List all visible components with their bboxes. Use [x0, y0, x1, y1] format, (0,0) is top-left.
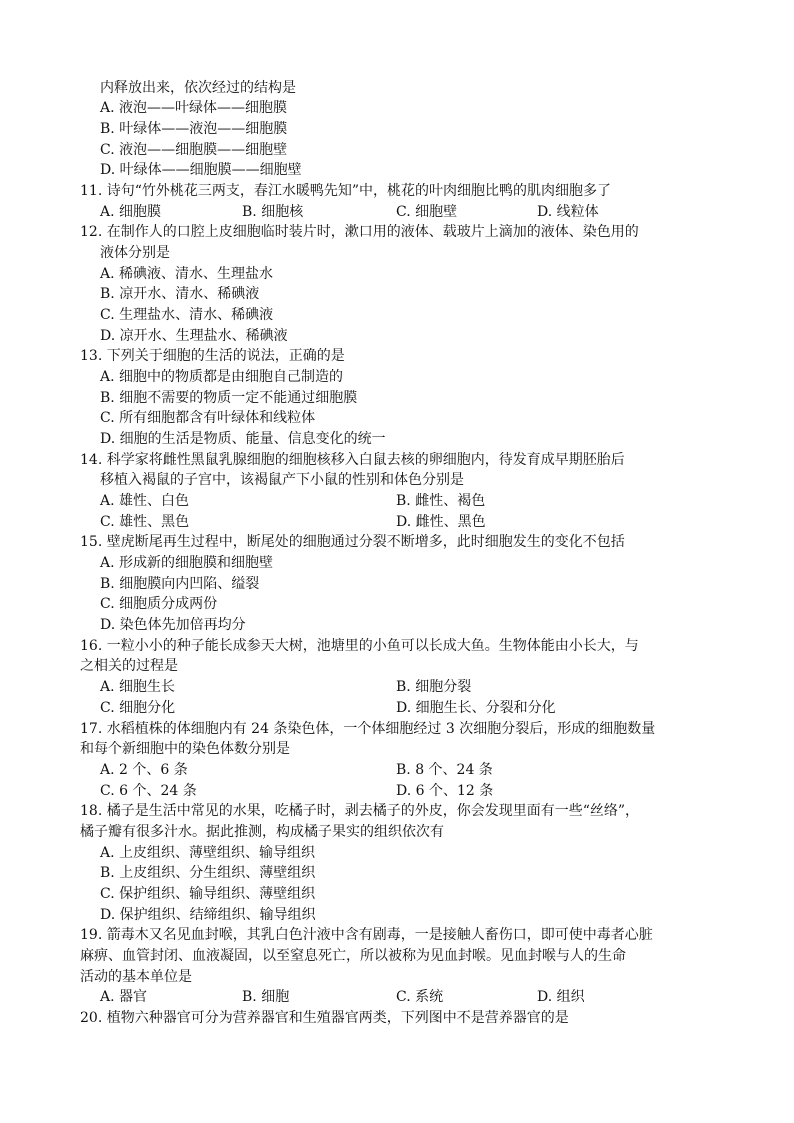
q15-option-b: B. 细胞膜向内凹陷、缢裂: [100, 576, 260, 592]
q19-option-b: B. 细胞: [242, 989, 290, 1005]
q16-option-d: D. 细胞生长、分裂和分化: [396, 700, 556, 716]
q11-stem: 11. 诗句“竹外桃花三两支，春江水暖鸭先知”中，桃花的叶肉细胞比鸭的肌肉细胞多了: [80, 183, 612, 199]
q18-stem-line2: 橘子瓣有很多汁水。据此推测，构成橘子果实的组织依次有: [80, 824, 444, 840]
q14-option-c: C. 雄性、黑色: [100, 514, 190, 530]
q17-option-b: B. 8 个、24 条: [396, 762, 493, 778]
q19-stem-line3: 活动的基本单位是: [80, 969, 192, 985]
q12-option-d: D. 凉开水、生理盐水、稀碘液: [100, 328, 288, 344]
q18-option-a: A. 上皮组织、薄壁组织、输导组织: [100, 845, 316, 861]
q11-option-b: B. 细胞核: [242, 204, 304, 220]
q13-option-a: A. 细胞中的物质都是由细胞自己制造的: [100, 369, 344, 385]
q12-option-a: A. 稀碘液、清水、生理盐水: [100, 266, 274, 282]
q17-option-a: A. 2 个、6 条: [100, 762, 188, 778]
q17-stem-line2: 和每个新细胞中的染色体数分别是: [80, 741, 290, 757]
q11-option-c: C. 细胞壁: [396, 204, 458, 220]
q14-option-d: D. 雌性、黑色: [396, 514, 486, 530]
q13-option-d: D. 细胞的生活是物质、能量、信息变化的统一: [100, 431, 386, 447]
q16-option-b: B. 细胞分裂: [396, 679, 472, 695]
q14-option-a: A. 雄性、白色: [100, 493, 190, 509]
q18-stem-line1: 18. 橘子是生活中常见的水果，吃橘子时，剥去橘子的外皮，你会发现里面有一些“丝络”，: [80, 803, 640, 819]
q13-stem: 13. 下列关于细胞的生活的说法，正确的是: [80, 348, 345, 364]
q11-option-d: D. 线粒体: [537, 204, 599, 220]
q12-stem-line2: 液体分别是: [100, 245, 170, 261]
q15-option-a: A. 形成新的细胞膜和细胞壁: [100, 555, 274, 571]
q15-option-d: D. 染色体先加倍再均分: [100, 617, 246, 633]
q19-option-d: D. 组织: [537, 989, 585, 1005]
q12-stem-line1: 12. 在制作人的口腔上皮细胞临时装片时，漱口用的液体、载玻片上滴加的液体、染色用的: [80, 224, 639, 240]
q13-option-b: B. 细胞不需要的物质一定不能通过细胞膜: [100, 390, 358, 406]
q14-stem-line1: 14. 科学家将雌性黑鼠乳腺细胞的细胞核移入白鼠去核的卵细胞内，待发育成早期胚胎后: [80, 452, 625, 468]
q16-option-a: A. 细胞生长: [100, 679, 176, 695]
q16-stem-line1: 16. 一粒小小的种子能长成参天大树，池塘里的小鱼可以长成大鱼。生物体能由小长大，与: [80, 638, 639, 654]
q19-stem-line1: 19. 箭毒木又名见血封喉，其乳白色汁液中含有剧毒，一是接触人畜伤口，即可使中毒者心脏: [80, 927, 653, 943]
q17-option-d: D. 6 个、12 条: [396, 783, 494, 799]
q19-stem-line2: 麻痹、血管封闭、血液凝固，以至窒息死亡，所以被称为见血封喉。见血封喉与人的生命: [80, 948, 626, 964]
q13-option-c: C. 所有细胞都含有叶绿体和线粒体: [100, 410, 316, 426]
q16-option-c: C. 细胞分化: [100, 700, 176, 716]
q10-option-d: D. 叶绿体——细胞膜——细胞壁: [100, 162, 302, 178]
q17-option-c: C. 6 个、24 条: [100, 783, 197, 799]
q16-stem-line2: 之相关的过程是: [80, 658, 178, 674]
q10-option-c: C. 液泡——细胞膜——细胞壁: [100, 142, 288, 158]
q15-stem: 15. 壁虎断尾再生过程中，断尾处的细胞通过分裂不断增多，此时细胞发生的变化不包括: [80, 534, 625, 550]
q10-option-b: B. 叶绿体——液泡——细胞膜: [100, 121, 288, 137]
q19-option-c: C. 系统: [396, 989, 444, 1005]
q20-stem: 20. 植物六种器官可分为营养器官和生殖器官两类，下列图中不是营养器官的是: [80, 1010, 569, 1026]
q19-option-a: A. 器官: [100, 989, 148, 1005]
q15-option-c: C. 细胞质分成两份: [100, 596, 218, 612]
q18-option-d: D. 保护组织、结缔组织、输导组织: [100, 907, 316, 923]
q12-option-c: C. 生理盐水、清水、稀碘液: [100, 307, 274, 323]
q12-option-b: B. 凉开水、清水、稀碘液: [100, 286, 260, 302]
q10-option-a: A. 液泡——叶绿体——细胞膜: [100, 100, 288, 116]
q18-option-b: B. 上皮组织、分生组织、薄壁组织: [100, 865, 316, 881]
q17-stem-line1: 17. 水稻植株的体细胞内有 24 条染色体，一个体细胞经过 3 次细胞分裂后，形成的细胞数量: [80, 721, 656, 737]
q11-option-a: A. 细胞膜: [100, 204, 162, 220]
q10-stem-continuation: 内释放出来，依次经过的结构是: [100, 80, 296, 96]
q18-option-c: C. 保护组织、输导组织、薄壁组织: [100, 886, 316, 902]
q14-stem-line2: 移植入褐鼠的子宫中，该褐鼠产下小鼠的性别和体色分别是: [100, 472, 464, 488]
q14-option-b: B. 雌性、褐色: [396, 493, 486, 509]
